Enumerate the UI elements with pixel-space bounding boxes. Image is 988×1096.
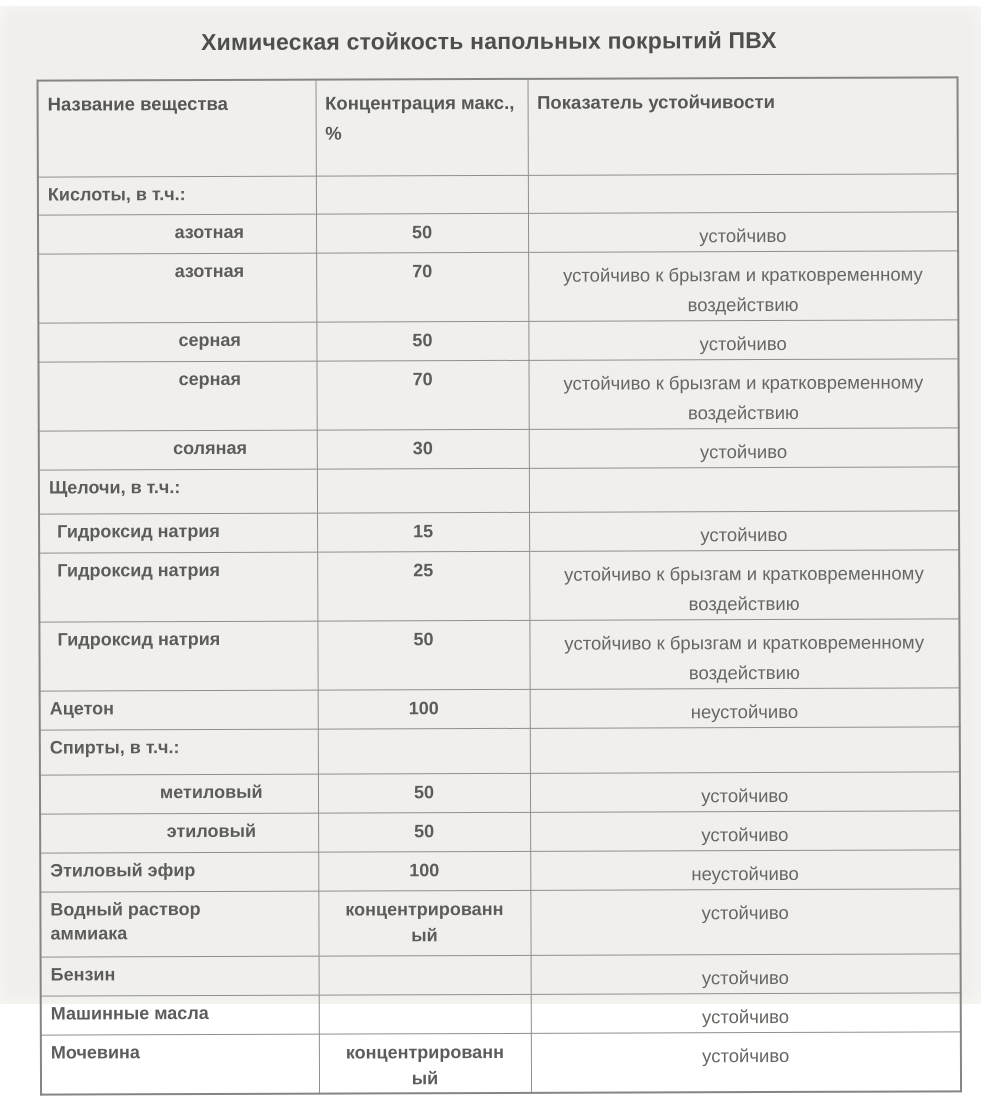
- resistance-cell: устойчиво: [531, 953, 961, 994]
- substance-cell: Ацетон: [40, 690, 318, 730]
- concentration-cell: 70: [316, 252, 528, 322]
- substance-cell: Гидроксид натрия: [39, 552, 317, 622]
- substance-cell: Гидроксид натрия: [39, 513, 317, 553]
- concentration-cell: концентрированный: [319, 1033, 531, 1094]
- resistance-cell: [528, 173, 958, 213]
- substance-cell: серная: [38, 361, 316, 431]
- resistance-cell: устойчиво: [529, 510, 959, 551]
- substance-cell: азотная: [38, 253, 316, 323]
- substance-cell: метиловый: [40, 774, 318, 814]
- resistance-cell: устойчиво к брызгам и кратковременному воздействию: [529, 618, 959, 689]
- concentration-cell: [318, 728, 530, 774]
- table-row: [38, 211, 958, 253]
- table-row: [40, 687, 960, 729]
- substance-cell: Водный раствор аммиака: [40, 891, 318, 957]
- concentration-cell: 15: [317, 512, 529, 552]
- concentration-cell: 50: [316, 321, 528, 361]
- concentration-cell: 100: [318, 689, 530, 729]
- resistance-cell: неустойчиво: [530, 687, 960, 728]
- column-header-substance: Название вещества: [38, 80, 316, 177]
- resistance-cell: устойчиво: [531, 992, 961, 1033]
- substance-cell: серная: [38, 322, 316, 362]
- concentration-cell: 50: [317, 620, 529, 690]
- document-title: Химическая стойкость напольных покрытий ПВХ: [200, 26, 777, 56]
- substance-cell: Гидроксид натрия: [39, 621, 317, 691]
- table-row: [40, 771, 960, 813]
- concentration-cell: 25: [317, 551, 529, 621]
- substance-cell: Кислоты, в т.ч.:: [38, 176, 316, 215]
- concentration-cell: [319, 955, 531, 995]
- concentration-cell: 50: [318, 812, 530, 852]
- table-row: [40, 810, 960, 852]
- resistance-cell: устойчиво: [530, 888, 960, 955]
- resistance-cell: устойчиво к брызгам и кратковременному воздействию: [529, 549, 959, 620]
- concentration-cell: 100: [318, 851, 530, 891]
- table-row: [41, 1031, 961, 1094]
- substance-cell: Щелочи, в т.ч.:: [39, 469, 317, 514]
- table-row: [40, 726, 960, 774]
- resistance-cell: устойчиво: [528, 211, 958, 252]
- resistance-cell: устойчиво: [529, 427, 959, 468]
- resistance-cell: устойчиво: [530, 771, 960, 812]
- resistance-cell: [529, 466, 959, 512]
- concentration-cell: 50: [318, 773, 530, 813]
- table-row: [38, 358, 958, 430]
- table-row: [41, 992, 961, 1034]
- table-row: [39, 618, 959, 690]
- table-header-row: [38, 77, 958, 176]
- substance-cell: Спирты, в т.ч.:: [40, 729, 318, 775]
- concentration-cell: [319, 994, 531, 1034]
- table-row: [41, 953, 961, 995]
- substance-cell: этиловый: [40, 813, 318, 853]
- table-row: [39, 466, 959, 513]
- resistance-cell: устойчиво к брызгам и кратковременному воздействию: [528, 250, 958, 321]
- resistance-cell: устойчиво: [528, 319, 958, 360]
- substance-cell: Мочевина: [41, 1034, 319, 1095]
- table-row: [40, 849, 960, 891]
- substance-cell: азотная: [38, 214, 316, 254]
- table-row: [40, 888, 960, 956]
- concentration-cell: [317, 468, 529, 513]
- substance-cell: соляная: [39, 430, 317, 470]
- substance-cell: Машинные масла: [41, 995, 319, 1035]
- column-header-resistance: Показатель устойчивости: [528, 77, 958, 175]
- table-row: [39, 549, 959, 621]
- concentration-cell: 30: [317, 429, 529, 469]
- table-row: [39, 510, 959, 552]
- resistance-cell: неустойчиво: [530, 849, 960, 890]
- column-header-concentration: Концентрация макс., %: [316, 79, 528, 176]
- concentration-cell: [316, 175, 528, 214]
- resistance-cell: [530, 726, 960, 773]
- table-row: [39, 427, 959, 469]
- table-row: [38, 319, 958, 361]
- chemical-resistance-table: [37, 76, 963, 1095]
- table-row: [38, 173, 958, 214]
- scanned-page: [0, 6, 981, 1088]
- concentration-cell: концентрированный: [318, 890, 530, 956]
- resistance-cell: устойчиво: [531, 1031, 961, 1093]
- substance-cell: Этиловый эфир: [40, 852, 318, 892]
- concentration-cell: 50: [316, 213, 528, 253]
- page-content: [0, 4, 983, 1088]
- table-row: [38, 250, 958, 322]
- substance-cell: Бензин: [41, 956, 319, 996]
- concentration-cell: 70: [316, 360, 528, 430]
- resistance-cell: устойчиво: [530, 810, 960, 851]
- resistance-cell: устойчиво к брызгам и кратковременному воздействию: [528, 358, 958, 429]
